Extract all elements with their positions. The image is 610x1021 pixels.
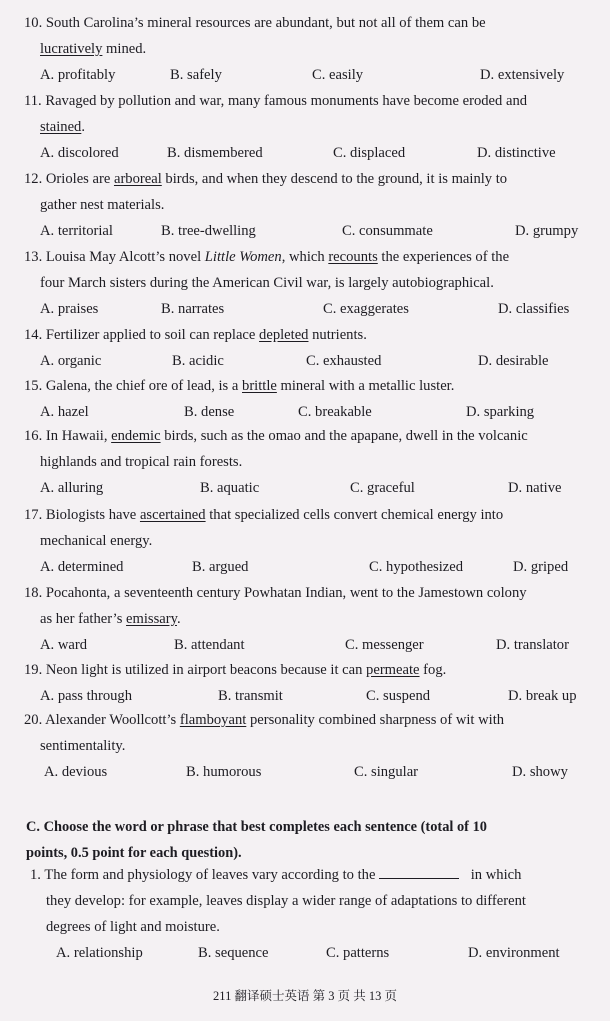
option-b[interactable]: B. tree-dwelling bbox=[161, 223, 256, 239]
question-text: 14. Fertilizer applied to soil can replace depleted nutrients. bbox=[24, 327, 367, 343]
options-row bbox=[24, 218, 590, 244]
option-c[interactable]: C. consummate bbox=[342, 223, 433, 239]
question-18 bbox=[24, 580, 590, 658]
option-a[interactable]: A. organic bbox=[40, 353, 102, 369]
option-d[interactable]: D. grumpy bbox=[515, 223, 579, 239]
option-d[interactable]: D. translator bbox=[496, 637, 569, 653]
option-d[interactable]: D. distinctive bbox=[477, 145, 556, 161]
question-text: 19. Neon light is utilized in airport beacons because it can permeate fog. bbox=[24, 662, 447, 678]
question-text: 18. Pocahonta, a seventeenth century Powhatan Indian, went to the Jamestown colony bbox=[24, 585, 527, 601]
options-row bbox=[24, 296, 590, 322]
options-row bbox=[24, 475, 590, 501]
option-a[interactable]: A. determined bbox=[40, 559, 124, 575]
option-c[interactable]: C. singular bbox=[354, 764, 419, 780]
option-a[interactable]: A. praises bbox=[40, 301, 99, 317]
option-a[interactable]: A. relationship bbox=[56, 945, 143, 961]
question-text: sentimentality. bbox=[40, 738, 126, 754]
question-text: lucratively mined. bbox=[40, 41, 147, 57]
underlined-word: ascertained bbox=[139, 507, 206, 523]
options-row bbox=[24, 62, 590, 88]
question-text: gather nest materials. bbox=[40, 197, 165, 213]
section-c-header bbox=[26, 814, 594, 866]
option-d[interactable]: D. extensively bbox=[480, 67, 565, 83]
option-c[interactable]: C. hypothesized bbox=[369, 559, 464, 575]
question-15 bbox=[24, 373, 590, 425]
page-footer: 211 翻译硕士英语 第 3 页 共 13 页 bbox=[213, 989, 397, 1003]
question-text: they develop: for example, leaves display a wider range of adaptations to different bbox=[46, 893, 526, 909]
answer-blank bbox=[379, 866, 459, 879]
option-b[interactable]: B. attendant bbox=[174, 637, 245, 653]
option-a[interactable]: A. hazel bbox=[40, 404, 89, 420]
option-d[interactable]: D. break up bbox=[508, 688, 577, 704]
option-b[interactable]: B. argued bbox=[192, 559, 249, 575]
option-b[interactable]: B. humorous bbox=[186, 764, 262, 780]
question-text: 12. Orioles are arboreal birds, and when they descend to the ground, it is mainly to bbox=[24, 171, 508, 187]
option-b[interactable]: B. acidic bbox=[172, 353, 224, 369]
options-row bbox=[24, 140, 590, 166]
question-text: stained. bbox=[40, 119, 85, 135]
option-c[interactable]: C. easily bbox=[312, 67, 364, 83]
section-c-line: points, 0.5 point for each question). bbox=[26, 845, 242, 861]
question-11 bbox=[24, 88, 590, 166]
option-c[interactable]: C. breakable bbox=[298, 404, 372, 420]
options-row bbox=[24, 632, 590, 658]
underlined-word: lucratively bbox=[40, 41, 103, 57]
question-c1 bbox=[30, 862, 594, 966]
option-d[interactable]: D. native bbox=[508, 480, 562, 496]
options-row bbox=[24, 348, 590, 374]
underlined-word: stained bbox=[40, 119, 82, 135]
option-b[interactable]: B. safely bbox=[170, 67, 222, 83]
option-c[interactable]: C. exaggerates bbox=[323, 301, 409, 317]
question-text: 17. Biologists have ascertained that specialized cells convert chemical energy into bbox=[24, 507, 504, 523]
option-b[interactable]: B. sequence bbox=[198, 945, 269, 961]
option-a[interactable]: A. discolored bbox=[40, 145, 119, 161]
option-b[interactable]: B. aquatic bbox=[200, 480, 260, 496]
underlined-word: arboreal bbox=[113, 171, 162, 187]
option-a[interactable]: A. territorial bbox=[40, 223, 113, 239]
underlined-word: depleted bbox=[259, 327, 309, 343]
option-a[interactable]: A. alluring bbox=[40, 480, 104, 496]
underlined-word: recounts bbox=[328, 249, 378, 265]
question-20 bbox=[24, 707, 590, 785]
question-16 bbox=[24, 423, 590, 501]
options-row bbox=[24, 759, 590, 785]
options-row bbox=[24, 399, 590, 425]
option-b[interactable]: B. dismembered bbox=[167, 145, 263, 161]
option-d[interactable]: D. sparking bbox=[466, 404, 535, 420]
option-c[interactable]: C. exhausted bbox=[306, 353, 382, 369]
underlined-word: brittle bbox=[242, 378, 277, 394]
question-10 bbox=[24, 10, 590, 88]
options-row bbox=[30, 940, 594, 966]
question-14 bbox=[24, 322, 590, 374]
option-c[interactable]: C. suspend bbox=[366, 688, 431, 704]
option-a[interactable]: A. pass through bbox=[40, 688, 133, 704]
underlined-word: flamboyant bbox=[179, 712, 247, 728]
options-row bbox=[24, 683, 590, 709]
question-text: as her father’s emissary. bbox=[40, 611, 181, 627]
option-c[interactable]: C. messenger bbox=[345, 637, 424, 653]
question-text: highlands and tropical rain forests. bbox=[40, 454, 243, 470]
option-a[interactable]: A. devious bbox=[44, 764, 108, 780]
option-b[interactable]: B. transmit bbox=[218, 688, 283, 704]
underlined-word: permeate bbox=[366, 662, 420, 678]
option-c[interactable]: C. graceful bbox=[350, 480, 415, 496]
question-text: 13. Louisa May Alcott’s novel Little Women, which recounts the experiences of the bbox=[24, 249, 510, 265]
question-text: 11. Ravaged by pollution and war, many famous monuments have become eroded and bbox=[24, 93, 528, 109]
option-a[interactable]: A. profitably bbox=[40, 67, 116, 83]
option-d[interactable]: D. griped bbox=[513, 559, 569, 575]
question-text: 10. South Carolina’s mineral resources are abundant, but not all of them can be bbox=[24, 15, 486, 31]
question-13 bbox=[24, 244, 590, 322]
question-text: four March sisters during the American Civil war, is largely autobiographical. bbox=[40, 275, 494, 291]
question-text: mechanical energy. bbox=[40, 533, 153, 549]
question-text: 1. The form and physiology of leaves vary according to the in which bbox=[30, 867, 522, 883]
option-d[interactable]: D. classifies bbox=[498, 301, 570, 317]
question-text: 20. Alexander Woollcott’s flamboyant personality combined sharpness of wit with bbox=[24, 712, 505, 728]
option-b[interactable]: B. dense bbox=[184, 404, 235, 420]
option-c[interactable]: C. patterns bbox=[326, 945, 390, 961]
question-text: degrees of light and moisture. bbox=[46, 919, 220, 935]
option-d[interactable]: D. environment bbox=[468, 945, 560, 961]
underlined-word: emissary bbox=[126, 611, 177, 627]
option-d[interactable]: D. showy bbox=[512, 764, 568, 780]
question-12 bbox=[24, 166, 590, 244]
question-17 bbox=[24, 502, 590, 580]
book-title: Little Women bbox=[204, 249, 282, 265]
option-c[interactable]: C. displaced bbox=[333, 145, 406, 161]
question-text: 16. In Hawaii, endemic birds, such as the omao and the apapane, dwell in the volcanic bbox=[24, 428, 528, 444]
section-c-line: C. Choose the word or phrase that best completes each sentence (total of 10 bbox=[26, 819, 487, 835]
options-row bbox=[24, 554, 590, 580]
question-19 bbox=[24, 657, 590, 709]
question-text: 15. Galena, the chief ore of lead, is a brittle mineral with a metallic luster. bbox=[24, 378, 455, 394]
option-a[interactable]: A. ward bbox=[40, 637, 88, 653]
option-b[interactable]: B. narrates bbox=[161, 301, 225, 317]
option-d[interactable]: D. desirable bbox=[478, 353, 549, 369]
underlined-word: endemic bbox=[111, 428, 161, 444]
